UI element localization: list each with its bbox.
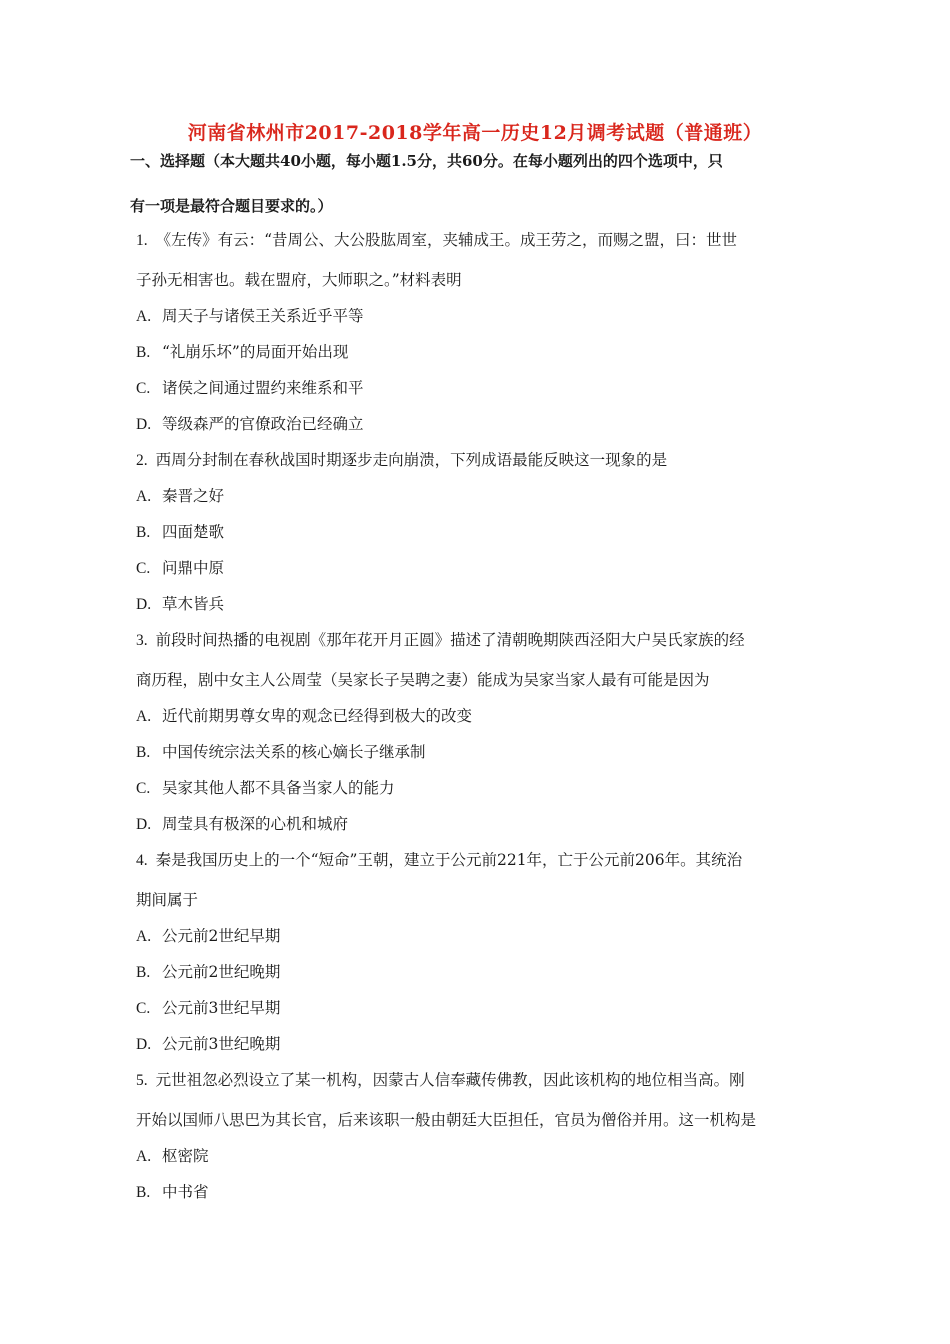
question-4-option-b: B. 公元前2世纪晚期 xyxy=(136,963,281,981)
question-3-stem-line-2: 商历程，剧中女主人公周莹（吴家长子吴聘之妻）能成为吴家当家人最有可能是因为 xyxy=(136,671,710,689)
question-number: 2. xyxy=(136,452,148,469)
section-instruction-line-1: 一、选择题（本大题共40小题，每小题1.5分，共60分。在每小题列出的四个选项中，只 xyxy=(130,152,723,170)
question-1-stem-line-2: 子孙无相害也。载在盟府，大师职之。”材料表明 xyxy=(136,271,462,289)
question-2-stem-line-1: 2. 西周分封制在春秋战国时期逐步走向崩溃，下列成语最能反映这一现象的是 xyxy=(136,451,668,469)
question-4-option-a: A. 公元前2世纪早期 xyxy=(136,927,281,945)
question-5-option-b: B. 中书省 xyxy=(136,1183,209,1201)
question-1-option-d: D. 等级森严的官僚政治已经确立 xyxy=(136,415,364,433)
section-instruction-line-2: 有一项是最符合题目要求的。） xyxy=(130,197,333,215)
question-4-option-c: C. 公元前3世纪早期 xyxy=(136,999,281,1017)
question-number: 4. xyxy=(136,852,148,869)
question-1-stem-line-1: 1. 《左传》有云：“昔周公、大公股肱周室，夹辅成王。成王劳之，而赐之盟，曰：世世 xyxy=(136,231,738,249)
question-3-option-d: D. 周莹具有极深的心机和城府 xyxy=(136,815,349,833)
question-2-option-a: A. 秦晋之好 xyxy=(136,487,225,505)
question-3-stem-line-1: 3. 前段时间热播的电视剧《那年花开月正圆》描述了清朝晚期陕西泾阳大户吴氏家族的经 xyxy=(136,631,745,649)
question-4-stem-line-1: 4. 秦是我国历史上的一个“短命”王朝，建立于公元前221年，亡于公元前206年。其统治 xyxy=(136,851,743,869)
question-2-option-b: B. 四面楚歌 xyxy=(136,523,225,541)
question-4-stem-line-2: 期间属于 xyxy=(136,891,199,909)
question-number: 5. xyxy=(136,1072,148,1089)
question-4-option-d: D. 公元前3世纪晚期 xyxy=(136,1035,281,1053)
question-3-option-c: C. 吴家其他人都不具备当家人的能力 xyxy=(136,779,395,797)
question-number: 3. xyxy=(136,632,148,649)
question-5-stem-line-2: 开始以国师八思巴为其长官，后来该职一般由朝廷大臣担任，官员为僧俗并用。这一机构是 xyxy=(136,1111,757,1129)
question-2-option-c: C. 问鼎中原 xyxy=(136,559,225,577)
question-2-option-d: D. 草木皆兵 xyxy=(136,595,225,613)
question-1-option-c: C. 诸侯之间通过盟约来维系和平 xyxy=(136,379,364,397)
question-number: 1. xyxy=(136,232,148,249)
question-1-option-a: A. 周天子与诸侯王关系近乎平等 xyxy=(136,307,364,325)
page-title: 河南省林州市2017-2018学年高一历史12月调考试题（普通班） xyxy=(187,122,763,144)
question-3-option-a: A. 近代前期男尊女卑的观念已经得到极大的改变 xyxy=(136,707,473,725)
question-3-option-b: B. 中国传统宗法关系的核心嫡长子继承制 xyxy=(136,743,426,761)
question-5-stem-line-1: 5. 元世祖忽必烈设立了某一机构，因蒙古人信奉藏传佛教，因此该机构的地位相当高。刚 xyxy=(136,1071,745,1089)
question-1-option-b: B. “礼崩乐坏”的局面开始出现 xyxy=(136,343,349,361)
question-5-option-a: A. 枢密院 xyxy=(136,1147,209,1165)
